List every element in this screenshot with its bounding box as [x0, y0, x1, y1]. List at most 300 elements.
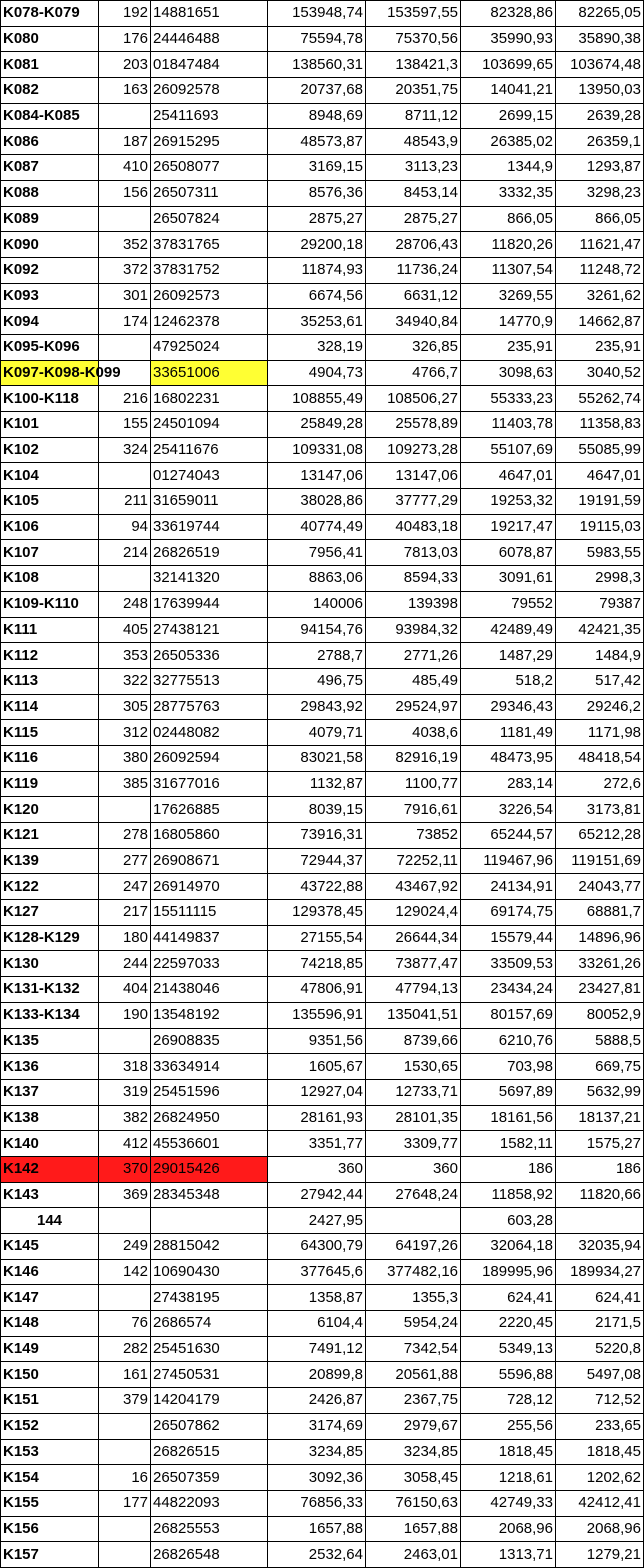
value-cell: 283,14 [461, 771, 556, 797]
account-cell: 14204179 [151, 1388, 268, 1414]
account-cell: 26507359 [151, 1465, 268, 1491]
value-cell: 1181,49 [461, 720, 556, 746]
number-cell: 94 [99, 514, 151, 540]
number-cell: 217 [99, 900, 151, 926]
value-cell: 8711,12 [366, 103, 461, 129]
value-cell: 3234,85 [268, 1439, 366, 1465]
number-cell [99, 1285, 151, 1311]
table-row [1, 1054, 644, 1080]
table-row [1, 463, 644, 489]
table-row [1, 1208, 644, 1234]
code-cell: K088 [1, 180, 99, 206]
table-row [1, 437, 644, 463]
value-cell: 235,91 [556, 334, 644, 360]
value-cell: 377482,16 [366, 1259, 461, 1285]
account-cell: 26092578 [151, 78, 268, 104]
code-cell: K152 [1, 1413, 99, 1439]
table-row [1, 232, 644, 258]
number-cell: 76 [99, 1311, 151, 1337]
number-cell: 247 [99, 874, 151, 900]
code-cell: K119 [1, 771, 99, 797]
code-cell: K108 [1, 566, 99, 592]
number-cell: 161 [99, 1362, 151, 1388]
table-row [1, 334, 644, 360]
value-cell: 2068,96 [556, 1516, 644, 1542]
value-cell: 3174,69 [268, 1413, 366, 1439]
value-cell: 8039,15 [268, 797, 366, 823]
table-row [1, 489, 644, 515]
value-cell: 6210,76 [461, 1028, 556, 1054]
value-cell: 153597,55 [366, 1, 461, 27]
number-cell: 370 [99, 1156, 151, 1182]
account-cell: 26507862 [151, 1413, 268, 1439]
value-cell: 28161,93 [268, 1105, 366, 1131]
number-cell [99, 1028, 151, 1054]
account-cell: 47925024 [151, 334, 268, 360]
code-cell: K133-K134 [1, 1002, 99, 1028]
value-cell: 1218,61 [461, 1465, 556, 1491]
account-cell: 26915295 [151, 129, 268, 155]
value-cell: 37777,29 [366, 489, 461, 515]
number-cell [99, 206, 151, 232]
account-cell: 26825553 [151, 1516, 268, 1542]
number-cell: 282 [99, 1336, 151, 1362]
value-cell [366, 1208, 461, 1234]
table-row [1, 514, 644, 540]
value-cell: 11358,83 [556, 412, 644, 438]
value-cell: 233,65 [556, 1413, 644, 1439]
account-cell: 32141320 [151, 566, 268, 592]
code-cell: K121 [1, 823, 99, 849]
number-cell [99, 334, 151, 360]
table-row [1, 900, 644, 926]
code-cell: K100-K118 [1, 386, 99, 412]
table-row [1, 1516, 644, 1542]
value-cell: 7813,03 [366, 540, 461, 566]
account-cell: 27438121 [151, 617, 268, 643]
value-cell: 28101,35 [366, 1105, 461, 1131]
table-row [1, 745, 644, 771]
table-row [1, 155, 644, 181]
table-row [1, 52, 644, 78]
value-cell: 11820,26 [461, 232, 556, 258]
table-row [1, 591, 644, 617]
value-cell: 3234,85 [366, 1439, 461, 1465]
table-row [1, 1336, 644, 1362]
value-cell: 624,41 [461, 1285, 556, 1311]
value-cell: 55107,69 [461, 437, 556, 463]
table-row [1, 1362, 644, 1388]
account-cell: 14881651 [151, 1, 268, 27]
value-cell: 40774,49 [268, 514, 366, 540]
value-cell: 94154,76 [268, 617, 366, 643]
number-cell: 410 [99, 155, 151, 181]
value-cell: 186 [556, 1156, 644, 1182]
value-cell: 8948,69 [268, 103, 366, 129]
table-row [1, 1542, 644, 1568]
number-cell: 174 [99, 309, 151, 335]
code-cell: K106 [1, 514, 99, 540]
value-cell: 48543,9 [366, 129, 461, 155]
value-cell: 20737,68 [268, 78, 366, 104]
value-cell: 29843,92 [268, 694, 366, 720]
value-cell: 73916,31 [268, 823, 366, 849]
value-cell: 82328,86 [461, 1, 556, 27]
value-cell: 2998,3 [556, 566, 644, 592]
value-cell: 19217,47 [461, 514, 556, 540]
account-cell: 2686574 [151, 1311, 268, 1337]
value-cell: 82265,05 [556, 1, 644, 27]
value-cell: 1313,71 [461, 1542, 556, 1568]
value-cell: 2367,75 [366, 1388, 461, 1414]
value-cell: 82916,19 [366, 745, 461, 771]
value-cell: 23434,24 [461, 977, 556, 1003]
value-cell: 360 [268, 1156, 366, 1182]
number-cell: 16 [99, 1465, 151, 1491]
table-row [1, 617, 644, 643]
account-cell: 37831752 [151, 257, 268, 283]
table-row [1, 874, 644, 900]
code-cell: K153 [1, 1439, 99, 1465]
value-cell: 4079,71 [268, 720, 366, 746]
number-cell: 319 [99, 1079, 151, 1105]
code-cell: K084-K085 [1, 103, 99, 129]
value-cell: 728,12 [461, 1388, 556, 1414]
value-cell: 19191,59 [556, 489, 644, 515]
code-cell: K086 [1, 129, 99, 155]
code-cell: K136 [1, 1054, 99, 1080]
value-cell: 108855,49 [268, 386, 366, 412]
account-cell: 26092573 [151, 283, 268, 309]
value-cell: 2427,95 [268, 1208, 366, 1234]
table-row [1, 1285, 644, 1311]
value-cell: 1818,45 [556, 1439, 644, 1465]
value-cell: 1530,65 [366, 1054, 461, 1080]
value-cell: 12733,71 [366, 1079, 461, 1105]
value-cell: 129024,4 [366, 900, 461, 926]
number-cell [99, 463, 151, 489]
value-cell: 119467,96 [461, 848, 556, 874]
code-cell: K157 [1, 1542, 99, 1568]
table-row [1, 78, 644, 104]
table-row [1, 1105, 644, 1131]
value-cell: 11403,78 [461, 412, 556, 438]
code-cell: K104 [1, 463, 99, 489]
value-cell: 866,05 [461, 206, 556, 232]
table-row [1, 1259, 644, 1285]
value-cell: 47794,13 [366, 977, 461, 1003]
value-cell: 138421,3 [366, 52, 461, 78]
number-cell: 352 [99, 232, 151, 258]
value-cell: 517,42 [556, 668, 644, 694]
table-row [1, 180, 644, 206]
number-cell: 176 [99, 26, 151, 52]
value-cell: 8739,66 [366, 1028, 461, 1054]
value-cell: 1344,9 [461, 155, 556, 181]
value-cell: 496,75 [268, 668, 366, 694]
value-cell: 25578,89 [366, 412, 461, 438]
value-cell: 13147,06 [366, 463, 461, 489]
account-cell: 26826519 [151, 540, 268, 566]
value-cell: 34940,84 [366, 309, 461, 335]
value-cell: 1818,45 [461, 1439, 556, 1465]
code-cell: K107 [1, 540, 99, 566]
account-cell: 25451630 [151, 1336, 268, 1362]
value-cell: 7956,41 [268, 540, 366, 566]
table-row [1, 360, 644, 386]
value-cell: 2699,15 [461, 103, 556, 129]
number-cell: 142 [99, 1259, 151, 1285]
value-cell: 72944,37 [268, 848, 366, 874]
account-cell: 12462378 [151, 309, 268, 335]
number-cell: 322 [99, 668, 151, 694]
value-cell: 1132,87 [268, 771, 366, 797]
value-cell: 186 [461, 1156, 556, 1182]
value-cell: 79387 [556, 591, 644, 617]
table-row [1, 1079, 644, 1105]
value-cell: 2532,64 [268, 1542, 366, 1568]
account-cell: 17639944 [151, 591, 268, 617]
number-cell [99, 103, 151, 129]
value-cell: 25849,28 [268, 412, 366, 438]
code-cell: K155 [1, 1490, 99, 1516]
account-cell [151, 1208, 268, 1234]
value-cell: 11307,54 [461, 257, 556, 283]
value-cell: 360 [366, 1156, 461, 1182]
table-row [1, 668, 644, 694]
value-cell: 5220,8 [556, 1336, 644, 1362]
table-row [1, 129, 644, 155]
account-cell: 29015426 [151, 1156, 268, 1182]
code-cell: K147 [1, 1285, 99, 1311]
account-cell: 27450531 [151, 1362, 268, 1388]
table-row [1, 1439, 644, 1465]
value-cell: 42749,33 [461, 1490, 556, 1516]
account-cell: 27438195 [151, 1285, 268, 1311]
number-cell: 155 [99, 412, 151, 438]
value-cell: 14896,96 [556, 925, 644, 951]
value-cell: 1575,27 [556, 1131, 644, 1157]
value-cell: 3261,62 [556, 283, 644, 309]
value-cell: 2979,67 [366, 1413, 461, 1439]
value-cell: 43467,92 [366, 874, 461, 900]
value-cell: 235,91 [461, 334, 556, 360]
value-cell: 1100,77 [366, 771, 461, 797]
value-cell: 3173,81 [556, 797, 644, 823]
account-cell: 26508077 [151, 155, 268, 181]
code-cell: K080 [1, 26, 99, 52]
value-cell: 14662,87 [556, 309, 644, 335]
value-cell: 48573,87 [268, 129, 366, 155]
account-cell: 15511115 [151, 900, 268, 926]
number-cell: 203 [99, 52, 151, 78]
value-cell: 255,56 [461, 1413, 556, 1439]
code-cell: K120 [1, 797, 99, 823]
number-cell: 211 [99, 489, 151, 515]
value-cell: 8594,33 [366, 566, 461, 592]
table-row [1, 720, 644, 746]
value-cell: 75594,78 [268, 26, 366, 52]
value-cell: 11874,93 [268, 257, 366, 283]
value-cell: 189995,96 [461, 1259, 556, 1285]
table-row [1, 823, 644, 849]
account-cell: 32775513 [151, 668, 268, 694]
code-cell: K131-K132 [1, 977, 99, 1003]
table-row [1, 566, 644, 592]
value-cell: 73852 [366, 823, 461, 849]
value-cell: 328,19 [268, 334, 366, 360]
account-cell: 01847484 [151, 52, 268, 78]
value-cell: 35990,93 [461, 26, 556, 52]
account-cell: 16802231 [151, 386, 268, 412]
code-cell: K128-K129 [1, 925, 99, 951]
code-cell: K090 [1, 232, 99, 258]
value-cell: 119151,69 [556, 848, 644, 874]
code-cell: K082 [1, 78, 99, 104]
value-cell: 8576,36 [268, 180, 366, 206]
code-cell: K150 [1, 1362, 99, 1388]
value-cell: 377645,6 [268, 1259, 366, 1285]
value-cell: 109331,08 [268, 437, 366, 463]
value-cell: 8863,06 [268, 566, 366, 592]
value-cell: 48473,95 [461, 745, 556, 771]
account-cell: 33634914 [151, 1054, 268, 1080]
value-cell: 7916,61 [366, 797, 461, 823]
value-cell: 603,28 [461, 1208, 556, 1234]
table-body [1, 1, 644, 1568]
value-cell: 80157,69 [461, 1002, 556, 1028]
code-cell: K092 [1, 257, 99, 283]
value-cell: 135041,51 [366, 1002, 461, 1028]
value-cell: 13147,06 [268, 463, 366, 489]
value-cell: 1582,11 [461, 1131, 556, 1157]
value-cell: 29346,43 [461, 694, 556, 720]
account-cell: 26908835 [151, 1028, 268, 1054]
number-cell: 353 [99, 643, 151, 669]
number-cell [99, 1439, 151, 1465]
value-cell: 29200,18 [268, 232, 366, 258]
account-cell: 25411693 [151, 103, 268, 129]
number-cell [99, 1542, 151, 1568]
account-cell: 33619744 [151, 514, 268, 540]
table-row [1, 1002, 644, 1028]
account-cell: 26824950 [151, 1105, 268, 1131]
code-cell: K135 [1, 1028, 99, 1054]
value-cell: 40483,18 [366, 514, 461, 540]
account-cell: 17626885 [151, 797, 268, 823]
value-cell: 14770,9 [461, 309, 556, 335]
number-cell [99, 1413, 151, 1439]
table-row [1, 1490, 644, 1516]
value-cell: 11858,92 [461, 1182, 556, 1208]
value-cell: 485,49 [366, 668, 461, 694]
value-cell: 109273,28 [366, 437, 461, 463]
code-cell: K114 [1, 694, 99, 720]
value-cell: 74218,85 [268, 951, 366, 977]
value-cell: 3332,35 [461, 180, 556, 206]
code-cell: K127 [1, 900, 99, 926]
value-cell: 2426,87 [268, 1388, 366, 1414]
code-cell: K089 [1, 206, 99, 232]
table-row [1, 103, 644, 129]
value-cell: 4647,01 [556, 463, 644, 489]
table-row [1, 848, 644, 874]
value-cell: 5697,89 [461, 1079, 556, 1105]
value-cell: 27942,44 [268, 1182, 366, 1208]
number-cell [99, 1516, 151, 1542]
table-row [1, 1131, 644, 1157]
value-cell: 153948,74 [268, 1, 366, 27]
number-cell: 214 [99, 540, 151, 566]
value-cell: 19115,03 [556, 514, 644, 540]
account-cell: 24501094 [151, 412, 268, 438]
value-cell: 189934,27 [556, 1259, 644, 1285]
value-cell: 64197,26 [366, 1234, 461, 1260]
number-cell [99, 797, 151, 823]
value-cell: 11621,47 [556, 232, 644, 258]
number-cell: 312 [99, 720, 151, 746]
code-cell: K101 [1, 412, 99, 438]
code-cell: K094 [1, 309, 99, 335]
value-cell: 1487,29 [461, 643, 556, 669]
value-cell: 76150,63 [366, 1490, 461, 1516]
value-cell: 79552 [461, 591, 556, 617]
value-cell: 75370,56 [366, 26, 461, 52]
number-cell: 412 [99, 1131, 151, 1157]
value-cell: 1657,88 [366, 1516, 461, 1542]
code-cell: K087 [1, 155, 99, 181]
table-row [1, 951, 644, 977]
value-cell: 32064,18 [461, 1234, 556, 1260]
value-cell: 138560,31 [268, 52, 366, 78]
code-cell: K145 [1, 1234, 99, 1260]
value-cell: 5954,24 [366, 1311, 461, 1337]
number-cell: 187 [99, 129, 151, 155]
value-cell: 326,85 [366, 334, 461, 360]
code-cell: K154 [1, 1465, 99, 1491]
value-cell: 64300,79 [268, 1234, 366, 1260]
value-cell: 4038,6 [366, 720, 461, 746]
account-cell: 44822093 [151, 1490, 268, 1516]
value-cell: 669,75 [556, 1054, 644, 1080]
number-cell [99, 1208, 151, 1234]
value-cell: 26359,1 [556, 129, 644, 155]
value-cell: 83021,58 [268, 745, 366, 771]
account-cell: 02448082 [151, 720, 268, 746]
value-cell: 11248,72 [556, 257, 644, 283]
value-cell: 2875,27 [268, 206, 366, 232]
account-cell: 26507824 [151, 206, 268, 232]
value-cell: 6078,87 [461, 540, 556, 566]
table-row [1, 1388, 644, 1414]
table-row [1, 771, 644, 797]
code-cell: K148 [1, 1311, 99, 1337]
table-row [1, 643, 644, 669]
number-cell: 248 [99, 591, 151, 617]
account-cell: 26505336 [151, 643, 268, 669]
account-cell: 25411676 [151, 437, 268, 463]
table-row [1, 1, 644, 27]
table-row [1, 1413, 644, 1439]
value-cell: 4647,01 [461, 463, 556, 489]
value-cell: 76856,33 [268, 1490, 366, 1516]
account-cell: 28815042 [151, 1234, 268, 1260]
number-cell: 369 [99, 1182, 151, 1208]
value-cell: 3092,36 [268, 1465, 366, 1491]
value-cell: 69174,75 [461, 900, 556, 926]
value-cell: 140006 [268, 591, 366, 617]
value-cell: 135596,91 [268, 1002, 366, 1028]
